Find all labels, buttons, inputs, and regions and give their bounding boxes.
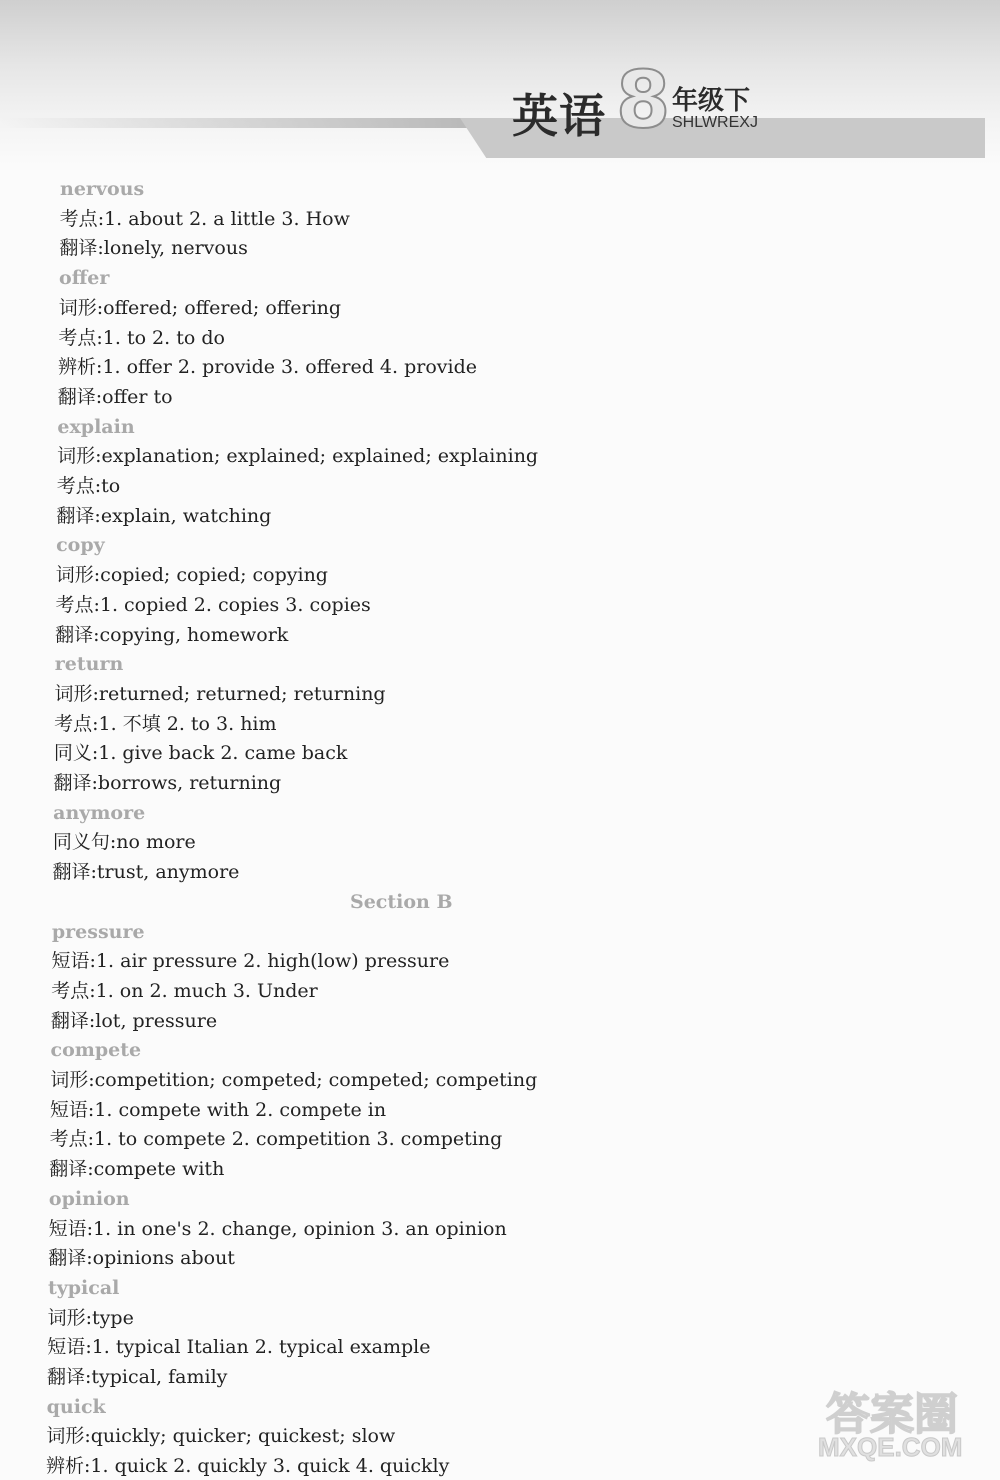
headword-text: nervous bbox=[60, 178, 145, 200]
answer-text: :1. compete with 2. compete in bbox=[87, 1098, 387, 1121]
answer-text: :compete with bbox=[87, 1158, 225, 1181]
answer-label: 翻译 bbox=[52, 861, 91, 884]
answer-label: 考点 bbox=[51, 979, 90, 1002]
section-title: Section B bbox=[350, 890, 453, 913]
answer-text: :explain, watching bbox=[94, 504, 272, 527]
answer-text: :1. copied 2. copies 3. copies bbox=[93, 593, 371, 616]
answer-label: 翻译 bbox=[57, 385, 96, 408]
answer-label: 短语 bbox=[47, 1336, 86, 1359]
answer-text: :1. offer 2. provide 3. offered 4. provide bbox=[96, 356, 477, 379]
answer-label: 短语 bbox=[51, 950, 90, 973]
answer-text: :1. on 2. much 3. Under bbox=[89, 979, 318, 1002]
answer-line bbox=[51, 1007, 217, 1035]
section-heading bbox=[350, 888, 453, 916]
answer-label: 翻译 bbox=[59, 237, 98, 260]
answer-text: :trust, anymore bbox=[90, 861, 240, 884]
answer-label: 短语 bbox=[49, 1098, 88, 1121]
answer-line bbox=[49, 1155, 224, 1183]
answer-text: :type bbox=[85, 1306, 134, 1329]
answer-label: 考点 bbox=[58, 326, 97, 349]
headword-text: anymore bbox=[53, 801, 146, 824]
answer-line bbox=[55, 621, 288, 649]
vocab-headword bbox=[60, 175, 144, 203]
vocab-headword bbox=[59, 264, 109, 292]
answer-line bbox=[52, 947, 450, 975]
answer-text: :copying, homework bbox=[93, 623, 289, 646]
answer-line bbox=[60, 205, 350, 233]
answer-label: 词形 bbox=[58, 296, 97, 319]
answer-text: :competition; competed; competed; competing bbox=[88, 1069, 538, 1091]
answer-text: :quickly; quicker; quickest; slow bbox=[84, 1425, 396, 1448]
answer-line bbox=[48, 1304, 134, 1332]
vocab-headword bbox=[49, 1185, 130, 1213]
answer-label: 考点 bbox=[56, 475, 95, 497]
headword-text: copy bbox=[56, 534, 105, 557]
answer-label: 短语 bbox=[48, 1217, 87, 1240]
answer-label: 词形 bbox=[54, 682, 93, 705]
answer-text: :1. typical Italian 2. typical example bbox=[85, 1336, 431, 1359]
answer-line bbox=[58, 353, 477, 381]
answer-label: 词形 bbox=[46, 1425, 85, 1448]
answer-line bbox=[53, 828, 196, 856]
headword-text: typical bbox=[47, 1276, 120, 1299]
headword-text: quick bbox=[46, 1395, 106, 1418]
headword-text: return bbox=[54, 653, 124, 676]
answer-line bbox=[51, 977, 318, 1005]
answer-label: 词形 bbox=[50, 1069, 89, 1091]
answer-label: 辨析 bbox=[58, 356, 97, 379]
answer-label: 翻译 bbox=[50, 1009, 89, 1032]
grade-number: 8 bbox=[616, 56, 671, 146]
answer-text: :1. 不填 2. to 3. him bbox=[92, 712, 277, 735]
watermark-text: 答案圈 bbox=[826, 1389, 958, 1440]
vocab-headword bbox=[56, 531, 105, 559]
answer-line bbox=[57, 472, 121, 500]
answer-text: :explanation; explained; explained; explaining bbox=[95, 445, 539, 468]
headword-text: opinion bbox=[48, 1187, 130, 1210]
answer-line bbox=[55, 591, 370, 619]
answer-line bbox=[54, 710, 276, 738]
answer-label: 辨析 bbox=[46, 1455, 85, 1478]
answer-label: 翻译 bbox=[55, 623, 94, 646]
answer-line bbox=[54, 680, 385, 708]
answer-line bbox=[47, 1363, 227, 1391]
answer-line bbox=[46, 1452, 449, 1480]
answer-label: 翻译 bbox=[48, 1247, 87, 1270]
header-band bbox=[0, 118, 470, 128]
answer-label: 词形 bbox=[47, 1306, 86, 1329]
answer-line bbox=[49, 1215, 507, 1243]
answer-text: :lot, pressure bbox=[88, 1009, 218, 1032]
answer-label: 词形 bbox=[57, 445, 96, 468]
answer-line bbox=[56, 561, 328, 589]
answer-line bbox=[48, 1244, 235, 1272]
vocab-headword bbox=[55, 650, 124, 678]
answer-text: :copied; copied; copying bbox=[93, 564, 328, 587]
answer-line bbox=[58, 324, 225, 352]
answer-text: :1. about 2. a little 3. How bbox=[97, 207, 350, 230]
answer-line bbox=[58, 383, 173, 411]
subject-title: 英语 bbox=[512, 89, 606, 143]
answer-line bbox=[50, 1125, 503, 1153]
vocab-headword bbox=[57, 413, 134, 441]
vocab-headword bbox=[52, 918, 145, 946]
answer-text: :offer to bbox=[95, 385, 173, 408]
grade-suffix: 年级下 bbox=[672, 86, 751, 116]
answer-text: :to bbox=[94, 475, 121, 497]
headword-text: offer bbox=[59, 267, 110, 290]
headword-text: explain bbox=[57, 415, 135, 438]
answer-text: :1. quick 2. quickly 3. quick 4. quickly bbox=[84, 1455, 450, 1478]
vocab-headword bbox=[53, 799, 145, 827]
answer-line bbox=[59, 294, 341, 322]
answer-label: 翻译 bbox=[49, 1158, 88, 1181]
answer-line bbox=[47, 1333, 430, 1361]
answer-line bbox=[50, 1066, 537, 1094]
answer-line bbox=[53, 769, 281, 797]
answer-text: :typical, family bbox=[84, 1366, 228, 1388]
answer-line bbox=[46, 1422, 395, 1450]
page-header bbox=[0, 0, 1000, 165]
watermark-url: MXQE.COM bbox=[818, 1432, 963, 1462]
headword-text: pressure bbox=[51, 920, 145, 943]
watermark-logo bbox=[818, 1378, 993, 1468]
answer-label: 同义句 bbox=[52, 831, 110, 854]
answer-text: :returned; returned; returning bbox=[92, 682, 386, 705]
answer-line bbox=[57, 442, 538, 470]
answer-label: 考点 bbox=[59, 207, 98, 230]
answer-text: :borrows, returning bbox=[91, 772, 282, 794]
answer-label: 考点 bbox=[54, 712, 93, 735]
vocab-headword bbox=[47, 1393, 106, 1421]
answer-line bbox=[53, 858, 240, 886]
answer-text: :1. in one's 2. change, opinion 3. an opinion bbox=[86, 1217, 507, 1240]
answer-label: 翻译 bbox=[56, 504, 95, 527]
answer-text: :no more bbox=[109, 831, 196, 854]
answer-line bbox=[50, 1096, 386, 1124]
answer-line bbox=[54, 739, 348, 767]
answer-text: :opinions about bbox=[86, 1247, 235, 1270]
answer-text: :1. air pressure 2. high(low) pressure bbox=[89, 950, 450, 973]
answer-text: :lonely, nervous bbox=[97, 237, 248, 260]
answer-text: :offered; offered; offering bbox=[96, 296, 342, 319]
answer-label: 翻译 bbox=[46, 1366, 85, 1388]
answer-text: :1. to 2. to do bbox=[96, 326, 225, 349]
answer-text: :1. give back 2. came back bbox=[91, 742, 348, 765]
answer-text: :1. to compete 2. competition 3. competing bbox=[87, 1128, 503, 1151]
book-code: SHLWREXJ bbox=[672, 114, 758, 131]
answer-label: 词形 bbox=[55, 564, 94, 587]
vocab-headword bbox=[51, 1036, 142, 1064]
answer-label: 翻译 bbox=[53, 772, 92, 794]
answer-line bbox=[59, 234, 248, 262]
answer-label: 考点 bbox=[55, 593, 94, 616]
answer-label: 同义 bbox=[53, 742, 92, 765]
answer-line bbox=[56, 502, 271, 530]
headword-text: compete bbox=[50, 1039, 142, 1062]
answer-label: 考点 bbox=[49, 1128, 88, 1151]
vocab-headword bbox=[48, 1274, 119, 1302]
